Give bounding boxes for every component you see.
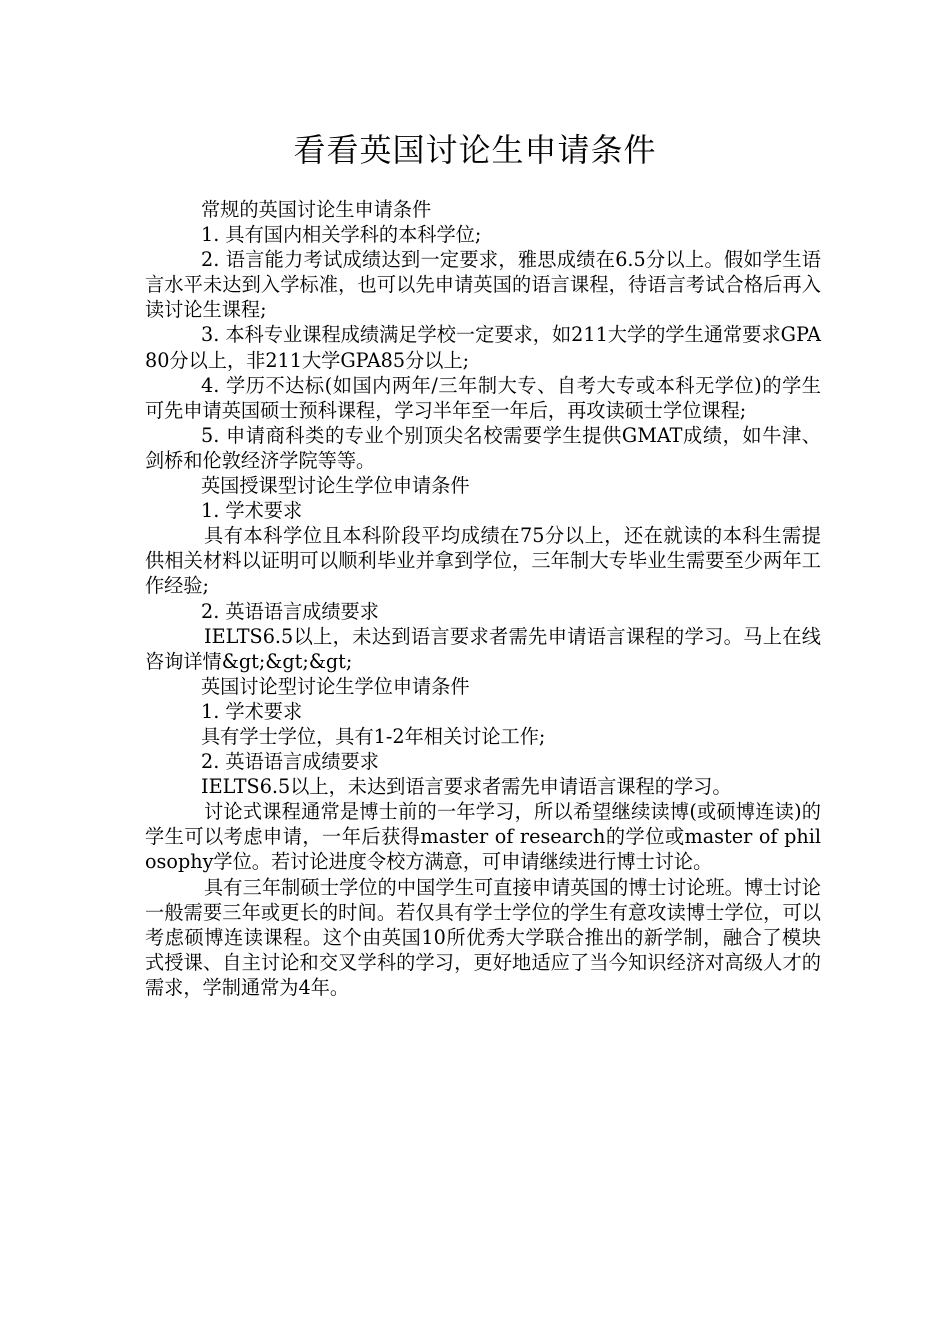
paragraph-research-language: IELTS6.5以上，未达到语言要求者需先申请语言课程的学习。 [201, 775, 732, 799]
section-heading-taught: 英国授课型讨论生学位申请条件 [201, 474, 470, 498]
paragraph-taught-academic-heading: 1. 学术要求 [201, 499, 303, 523]
document-title: 看看英国讨论生申请条件 [293, 131, 657, 169]
paragraph-research-language-heading: 2. 英语语言成绩要求 [201, 750, 379, 774]
paragraph-research-academic-heading: 1. 学术要求 [201, 699, 303, 723]
paragraph-item-2: 2. 语言能力考试成绩达到一定要求，雅思成绩在6.5分以上。假如学生语言水平未达到入学标准，也可以先申请英国的语言课程，待语言考试合格后再入读讨论生课程; [145, 248, 821, 322]
section-heading-research: 英国讨论型讨论生学位申请条件 [201, 674, 470, 698]
paragraph-item-3: 3. 本科专业课程成绩满足学校一定要求，如211大学的学生通常要求GPA80分以上，非211大学GPA85分以上; [145, 323, 821, 372]
paragraph-item-1: 1. 具有国内相关学科的本科学位; [201, 223, 482, 247]
section-heading-general: 常规的英国讨论生申请条件 [201, 198, 432, 221]
paragraph-research-course: 讨论式课程通常是博士前的一年学习，所以希望继续读博(或硕博连读)的学生可以考虑申请，一年后获得master of research的学位或master of philosophy学位。若讨论进度令校方满意，可申请继续进行博士讨论。 [145, 800, 821, 874]
paragraph-item-4: 4. 学历不达标(如国内两年/三年制大专、自考大专或本科无学位)的学生可先申请英国硕士预科课程，学习半年至一年后，再攻读硕士学位课程; [145, 373, 821, 422]
document-body [145, 197, 821, 1000]
paragraph-taught-language-heading: 2. 英语语言成绩要求 [201, 599, 379, 623]
paragraph-phd: 具有三年制硕士学位的中国学生可直接申请英国的博士讨论班。博士讨论一般需要三年或更长的时间。若仅具有学士学位的学生有意攻读博士学位，可以考虑硕博连读课程。这个由英国10所优秀大学联合推出的新学制，融合了模块式授课、自主讨论和交叉学科的学习，更好地适应了当今知识经济对高级人才的需求，学制通常为4年。 [145, 875, 821, 999]
paragraph-taught-academic: 具有本科学位且本科阶段平均成绩在75分以上，还在就读的本科生需提供相关材料以证明可以顺利毕业并拿到学位，三年制大专毕业生需要至少两年工作经验; [145, 524, 821, 598]
paragraph-item-5: 5. 申请商科类的专业个别顶尖名校需要学生提供GMAT成绩，如牛津、剑桥和伦敦经济学院等等。 [145, 423, 821, 472]
paragraph-taught-language: IELTS6.5以上，未达到语言要求者需先申请语言课程的学习。马上在线咨询详情&gt;&gt;&gt; [145, 624, 821, 673]
paragraph-research-academic: 具有学士学位，具有1-2年相关讨论工作; [201, 724, 546, 748]
